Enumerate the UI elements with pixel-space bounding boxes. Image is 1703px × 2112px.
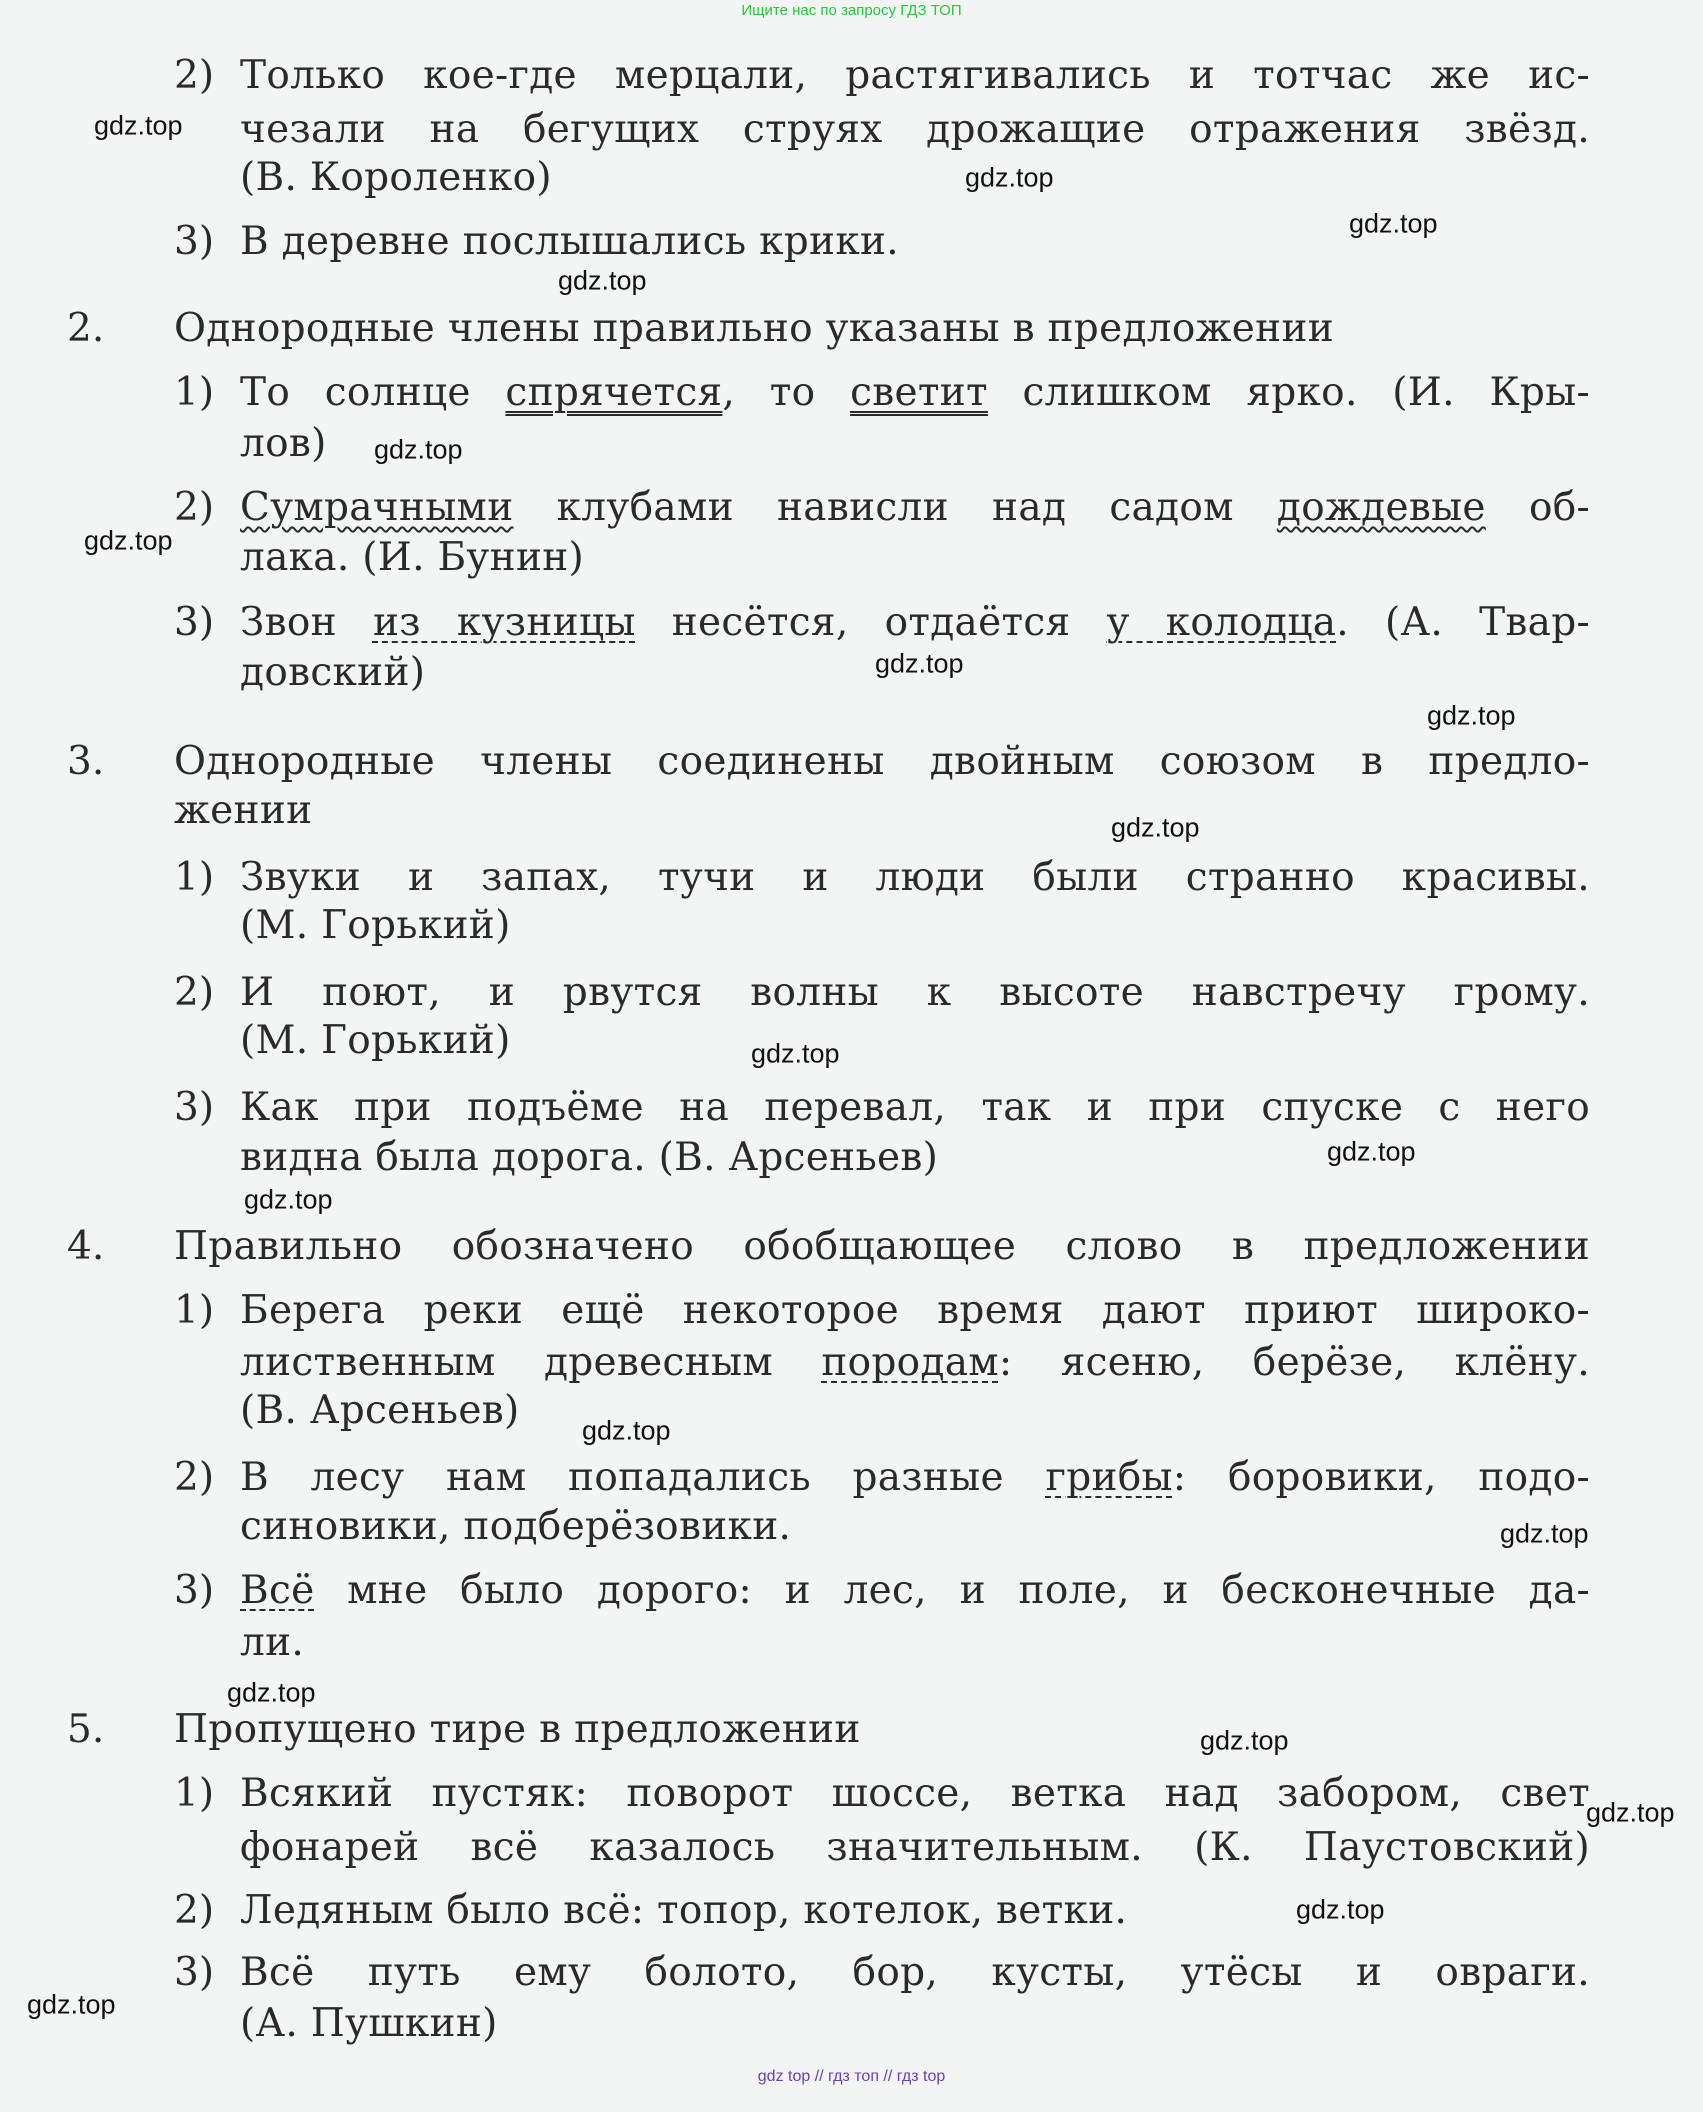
watermark-text: gdz.top	[558, 265, 647, 296]
option-text	[240, 217, 899, 267]
text-segment: жении	[174, 788, 313, 833]
option-text	[240, 1453, 1590, 1503]
watermark-text: gdz.top	[1500, 1518, 1589, 1549]
option-number: 2)	[174, 53, 215, 98]
text-segment: лака. (И. Бунин)	[240, 535, 585, 580]
text-segment: лов)	[240, 421, 327, 466]
underlined-word: Сумрачными	[240, 485, 514, 530]
option-text	[240, 1016, 511, 1066]
watermark-text: gdz.top	[582, 1415, 671, 1446]
text-segment: : боровики, подо-	[1172, 1455, 1590, 1500]
underlined-word: спрячется	[505, 370, 723, 415]
underlined-word: породам	[821, 1340, 999, 1385]
text-segment: ли.	[240, 1620, 305, 1665]
watermark-text: gdz.top	[84, 525, 173, 556]
text-segment: . (А. Твар-	[1336, 600, 1590, 645]
text-segment: Звуки и запах, тучи и люди были странно красивы.	[240, 855, 1590, 900]
watermark-text: gdz.top	[1200, 1725, 1289, 1756]
option-text	[240, 1618, 304, 1668]
watermark-text: gdz.top	[965, 162, 1054, 193]
option-number: 2)	[174, 1455, 215, 1500]
underlined-word: у колодца	[1106, 600, 1337, 645]
option-text	[240, 483, 1590, 533]
option-text	[240, 1886, 1127, 1936]
underlined-word: светит	[850, 370, 988, 415]
option-text	[240, 368, 1590, 418]
option-text	[240, 968, 1590, 1018]
text-segment: синовики, подберёзовики.	[240, 1504, 792, 1549]
text-segment: несётся, отдаётся	[635, 600, 1107, 645]
text-segment: (М. Горький)	[240, 903, 511, 948]
text-segment: (В. Короленко)	[240, 155, 552, 200]
underlined-word: дождевые	[1276, 485, 1486, 530]
option-number: 3)	[174, 600, 215, 645]
option-number: 1)	[174, 1771, 215, 1816]
text-segment: : ясеню, берёзе, клёну.	[998, 1340, 1590, 1385]
watermark-text: gdz.top	[1327, 1136, 1416, 1167]
question-number: 3.	[67, 739, 105, 784]
watermark-text: gdz.top	[1349, 208, 1438, 239]
underlined-word: грибы	[1045, 1455, 1173, 1500]
text-segment: (В. Арсеньев)	[240, 1388, 520, 1433]
text-segment: Пропущено тире в предложении	[174, 1707, 861, 1752]
option-text	[240, 419, 327, 469]
question-heading	[174, 1705, 861, 1755]
watermark-text: gdz.top	[244, 1184, 333, 1215]
text-segment: мне было дорого: и лес, и поле, и бесконечные да-	[314, 1568, 1590, 1613]
text-segment: фонарей всё казалось значительным. (К. Паустовский)	[240, 1825, 1590, 1870]
option-text	[240, 153, 552, 203]
underlined-word: из кузницы	[372, 600, 636, 645]
watermark-text: gdz.top	[875, 648, 964, 679]
watermark-text: gdz.top	[1427, 700, 1516, 731]
option-text	[240, 1386, 519, 1436]
watermark-text: gdz.top	[374, 434, 463, 465]
text-segment: Однородные члены соединены двойным союзом в предло-	[174, 739, 1590, 784]
question-number: 2.	[67, 306, 105, 351]
option-number: 1)	[174, 370, 215, 415]
option-number: 2)	[174, 485, 215, 530]
watermark-text: gdz.top	[94, 110, 183, 141]
option-number: 3)	[174, 1568, 215, 1613]
option-number: 1)	[174, 855, 215, 900]
text-segment: чезали на бегущих струях дрожащие отражения звёзд.	[240, 107, 1590, 152]
option-text	[240, 533, 584, 583]
watermark-text: gdz.top	[227, 1677, 316, 1708]
watermark-text: gdz.top	[1586, 1797, 1675, 1828]
text-segment: И поют, и рвутся волны к высоте навстречу грому.	[240, 970, 1590, 1015]
text-segment: Как при подъёме на перевал, так и при спуске с него	[240, 1085, 1590, 1130]
option-text	[240, 1133, 938, 1183]
option-text	[240, 1769, 1590, 1819]
text-segment: Берега реки ещё некоторое время дают приют широко-	[240, 1288, 1590, 1333]
option-text	[240, 1999, 498, 2049]
question-heading	[174, 1222, 1590, 1272]
watermark-text: gdz.top	[751, 1038, 840, 1069]
watermark-text: gdz.top	[1296, 1894, 1385, 1925]
option-text	[240, 51, 1590, 101]
question-heading	[174, 737, 1590, 787]
option-number: 3)	[174, 219, 215, 264]
option-number: 2)	[174, 1888, 215, 1933]
option-text	[240, 901, 511, 951]
text-segment: клубами нависли над садом	[513, 485, 1277, 530]
option-text	[240, 1502, 791, 1552]
option-number: 3)	[174, 1085, 215, 1130]
text-segment: слишком ярко. (И. Кры-	[987, 370, 1591, 415]
option-number: 3)	[174, 1950, 215, 1995]
option-text	[240, 1286, 1590, 1336]
text-segment: видна была дорога. (В. Арсеньев)	[240, 1135, 939, 1180]
question-heading	[174, 786, 312, 836]
text-segment: Всё путь ему болото, бор, кусты, утёсы и овраги.	[240, 1950, 1590, 1995]
text-segment: (М. Горький)	[240, 1018, 511, 1063]
question-heading	[174, 304, 1334, 354]
option-number: 2)	[174, 970, 215, 1015]
option-text	[240, 1948, 1590, 1998]
text-segment: об-	[1485, 485, 1590, 530]
text-segment: Однородные члены правильно указаны в предложении	[174, 306, 1335, 351]
watermark-text: gdz.top	[27, 1989, 116, 2020]
option-number: 1)	[174, 1288, 215, 1333]
text-segment: лиственным древесным	[240, 1340, 822, 1385]
option-text	[240, 853, 1590, 903]
text-segment: Только кое-где мерцали, растягивались и тотчас же ис-	[240, 53, 1590, 98]
text-segment: То солнце	[240, 370, 506, 415]
text-segment: (А. Пушкин)	[240, 2001, 498, 2046]
text-segment: , то	[722, 370, 851, 415]
option-text	[240, 1823, 1590, 1873]
text-segment: довский)	[240, 650, 426, 695]
footer-links[interactable]: gdz top // гдз топ // гдз top	[757, 2068, 946, 2085]
question-number: 4.	[67, 1224, 105, 1269]
option-text	[240, 1338, 1590, 1388]
text-segment: Звон	[240, 600, 373, 645]
underlined-word: Всё	[240, 1568, 315, 1613]
text-segment: Ледяным было всё: топор, котелок, ветки.	[240, 1888, 1128, 1933]
watermark-text: gdz.top	[1111, 812, 1200, 843]
option-text	[240, 1566, 1590, 1616]
text-segment: В лесу нам попадались разные	[240, 1455, 1046, 1500]
text-segment: Всякий пустяк: поворот шоссе, ветка над забором, свет	[240, 1771, 1590, 1816]
option-text	[240, 598, 1590, 648]
option-text	[240, 1083, 1590, 1133]
option-text	[240, 648, 425, 698]
question-number: 5.	[67, 1707, 105, 1752]
text-segment: В деревне послышались крики.	[240, 219, 900, 264]
search-banner[interactable]: Ищите нас по запросу ГДЗ ТОП	[741, 2, 962, 19]
option-text	[240, 105, 1590, 155]
text-segment: Правильно обозначено обобщающее слово в предложении	[174, 1224, 1590, 1269]
